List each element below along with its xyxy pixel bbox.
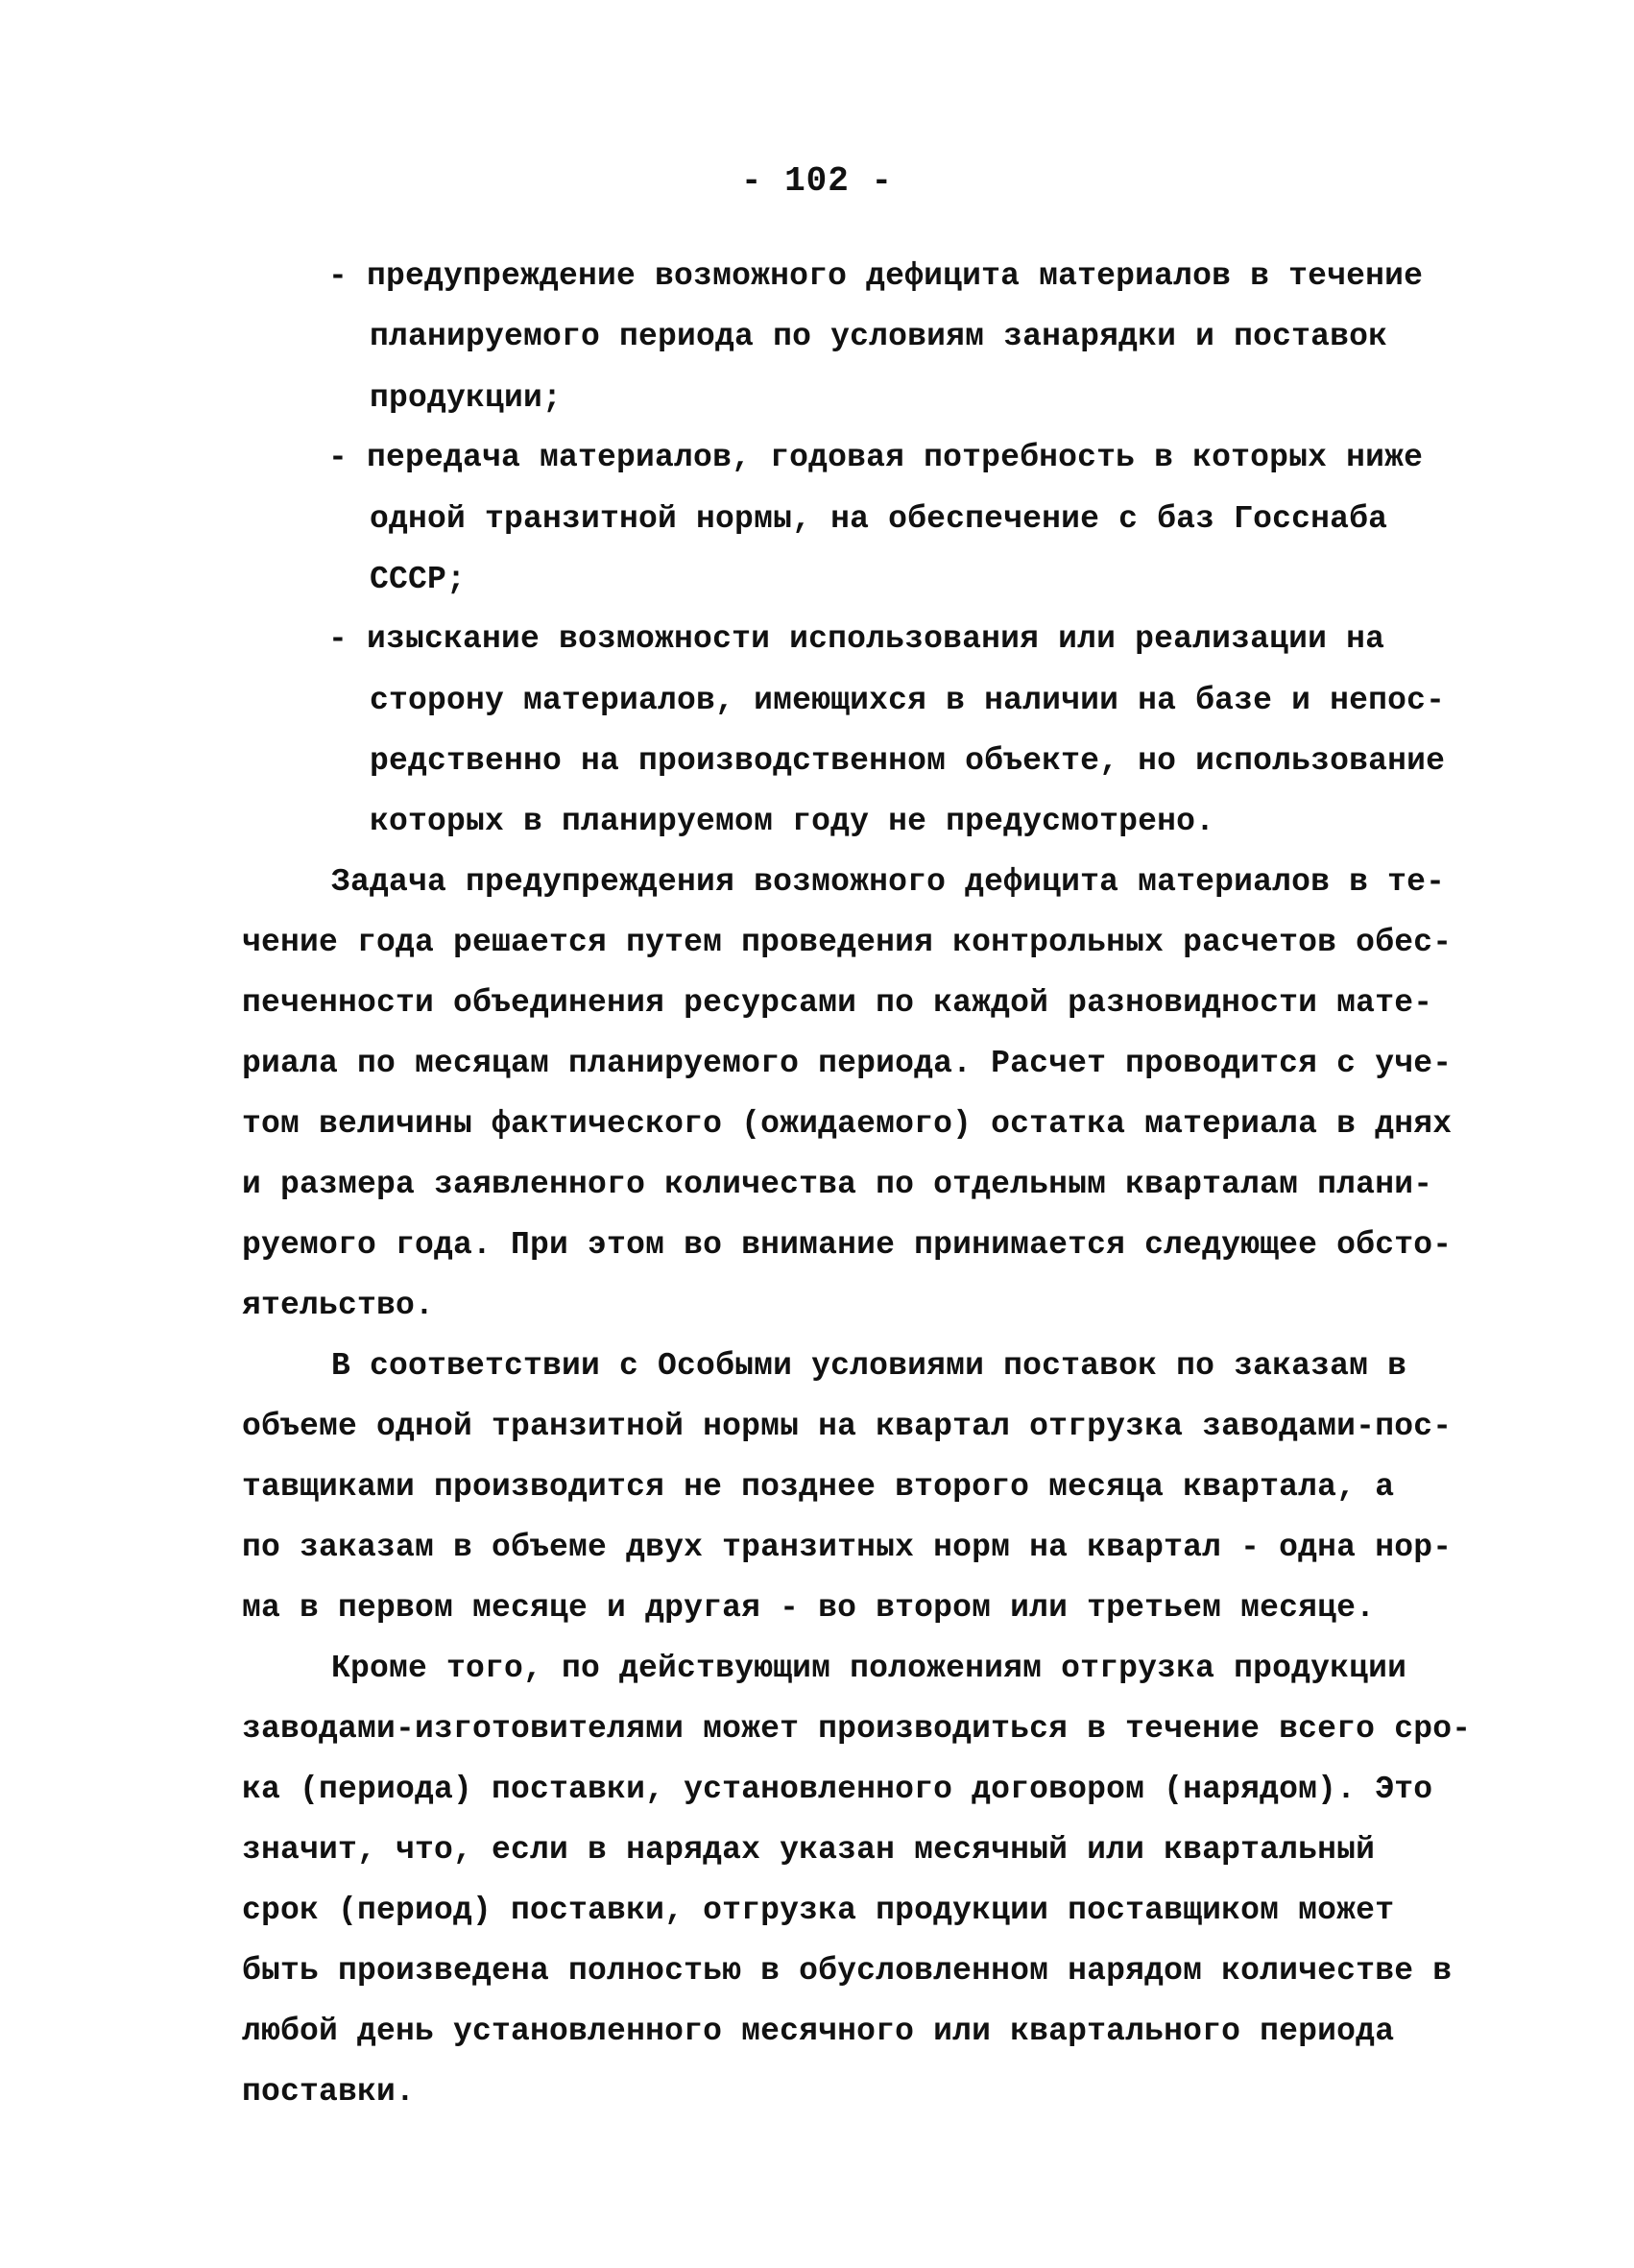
text-line: объеме одной транзитной нормы на квартал отгрузка заводами-пос- (242, 1409, 1453, 1444)
text-line: планируемого периода по условиям занарядки и поставок (370, 319, 1388, 354)
text-line: редственно на производственном объекте, но использование (370, 743, 1446, 779)
text-line: печенности объединения ресурсами по каждой разновидности мате- (242, 985, 1433, 1021)
text-line: ма в первом месяце и другая - во втором или третьем месяце. (242, 1590, 1376, 1626)
text-line: - передача материалов, годовая потребность в которых ниже (328, 440, 1424, 475)
text-line: руемого года. При этом во внимание принимается следующее обсто- (242, 1227, 1453, 1263)
text-line: значит, что, если в нарядах указан месячный или квартальный (242, 1832, 1376, 1868)
text-line: сторону материалов, имеющихся в наличии на базе и непос- (370, 683, 1446, 718)
text-line: - изыскание возможности использования или реализации на (328, 621, 1385, 657)
text-line: поставки. (242, 2074, 416, 2110)
text-line: срок (период) поставки, отгрузка продукции поставщиком может (242, 1893, 1395, 1928)
text-line: и размера заявленного количества по отдельным кварталам плани- (242, 1167, 1433, 1202)
text-line: чение года решается путем проведения контрольных расчетов обес- (242, 925, 1453, 960)
text-line: СССР; (370, 562, 467, 597)
text-line: продукции; (370, 380, 563, 416)
text-line: любой день установленного месячного или квартального периода (242, 2014, 1395, 2049)
text-line: Кроме того, по действующим положениям отгрузка продукции (331, 1651, 1407, 1686)
text-line: ка (периода) поставки, установленного договором (нарядом). Это (242, 1772, 1433, 1807)
text-line: одной транзитной нормы, на обеспечение с баз Госснаба (370, 501, 1388, 537)
text-line: В соответствии с Особыми условиями поставок по заказам в (331, 1348, 1407, 1384)
text-line: тавщиками производится не позднее второго месяца квартала, а (242, 1469, 1395, 1505)
text-line: быть произведена полностью в обусловленном нарядом количестве в (242, 1953, 1453, 1989)
text-line: по заказам в объеме двух транзитных норм на квартал - одна нор- (242, 1530, 1453, 1565)
page-number: - 102 - (740, 161, 894, 201)
text-line: том величины фактического (ожидаемого) остатка материала в днях (242, 1106, 1453, 1142)
text-line: риала по месяцам планируемого периода. Расчет проводится с уче- (242, 1046, 1453, 1081)
text-line: которых в планируемом году не предусмотрено. (370, 804, 1215, 839)
text-line: - предупреждение возможного дефицита материалов в течение (328, 258, 1424, 294)
text-line: Задача предупреждения возможного дефицита материалов в те- (331, 864, 1446, 900)
text-line: ятельство. (242, 1288, 435, 1323)
text-line: заводами-изготовителями может производиться в течение всего сро- (242, 1711, 1472, 1747)
